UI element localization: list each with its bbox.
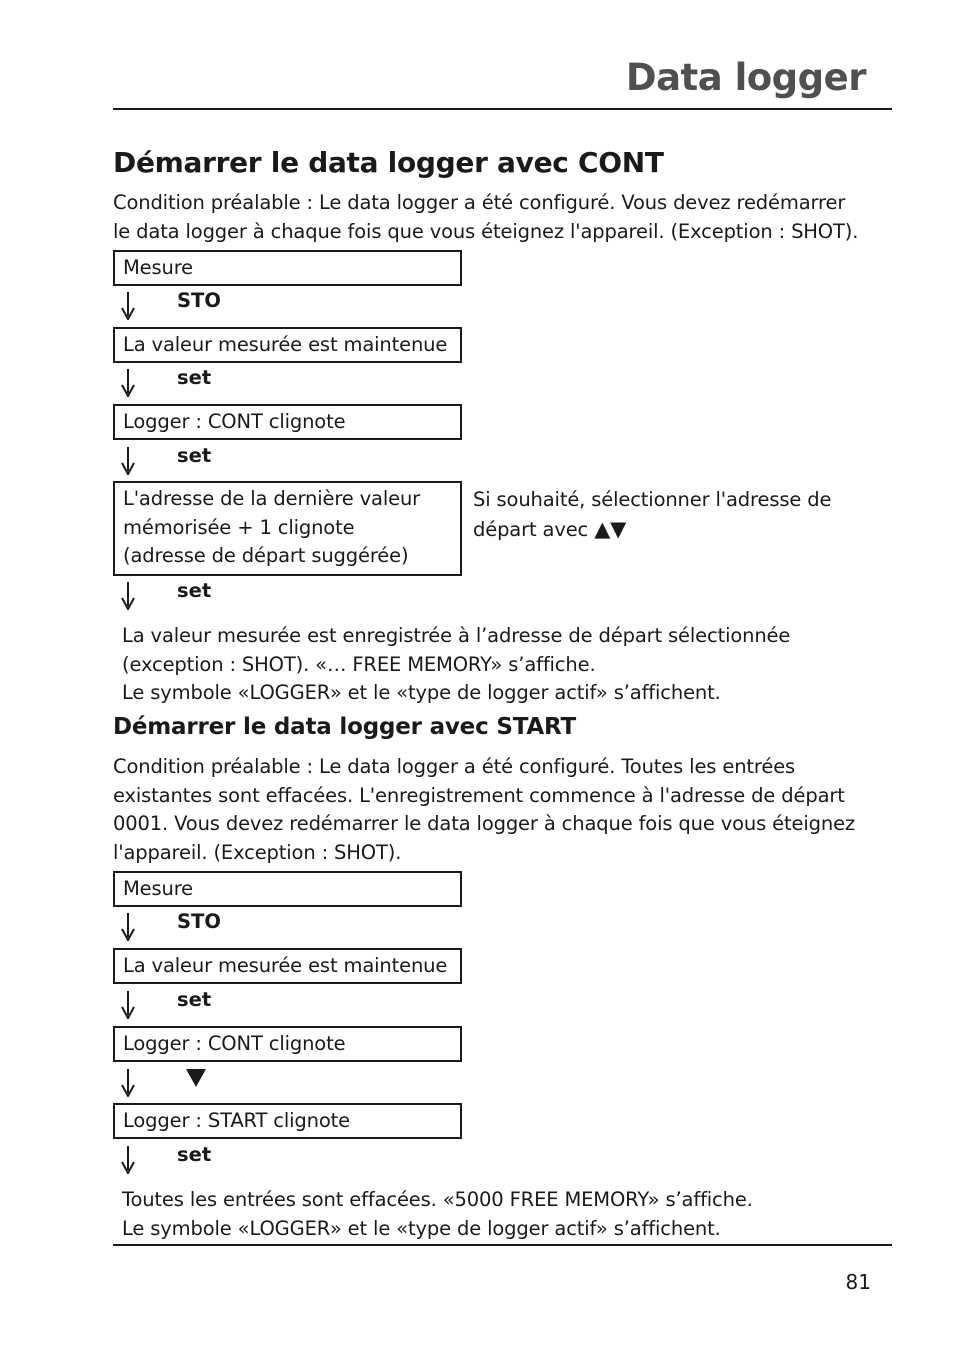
step-box-mesure [113, 871, 462, 907]
down-arrow-icon [120, 1146, 136, 1174]
down-arrow-icon [120, 913, 136, 941]
down-arrow-icon [120, 991, 136, 1019]
section-title-start: Démarrer le data logger avec START [113, 714, 576, 740]
page-header-title: Data logger [625, 56, 866, 99]
section-title-cont: Démarrer le data logger avec CONT [113, 146, 664, 179]
step-box-text: Mesure [123, 256, 194, 279]
down-arrow-icon [120, 1069, 136, 1097]
result-line: Toutes les entrées sont effacées. «5000 FREE MEMORY» s’affiche. [122, 1188, 753, 1211]
step-box-text: Mesure [123, 877, 194, 900]
intro-line: Condition préalable : Le data logger a été configuré. Vous devez redémarrer [113, 191, 846, 214]
header-rule [113, 108, 892, 110]
side-note-text: départ avec [473, 517, 589, 541]
key-label-sto: STO [177, 289, 221, 312]
step-box-valeur-maintenue [113, 948, 462, 984]
side-note-line [473, 515, 893, 545]
down-triangle-icon [186, 1069, 206, 1087]
step-box-valeur-maintenue [113, 327, 462, 363]
key-label-set: set [177, 1143, 212, 1166]
step-box-text: Logger : CONT clignote [123, 1032, 346, 1055]
intro-line: Condition préalable : Le data logger a été configuré. Toutes les entrées [113, 755, 796, 778]
footer-rule [113, 1244, 892, 1246]
result-line: Le symbole «LOGGER» et le «type de logger actif» s’affichent. [122, 1216, 721, 1240]
step-box-cont-clignote [113, 404, 462, 440]
down-arrow-icon [120, 292, 136, 320]
step-box-text: La valeur mesurée est maintenue [123, 954, 448, 977]
section-cont-intro [113, 189, 903, 246]
step-box-text: L'adresse de la dernière valeur [123, 487, 421, 510]
down-arrow-icon [120, 369, 136, 397]
key-label-sto: STO [177, 910, 221, 933]
key-label-set: set [177, 444, 212, 467]
step-box-start-clignote [113, 1103, 462, 1139]
intro-line: le data logger à chaque fois que vous éteignez l'appareil. (Exception : SHOT). [113, 219, 859, 243]
step-box-cont-clignote [113, 1026, 462, 1062]
result-line: (exception : SHOT). «… FREE MEMORY» s’affiche. [122, 652, 596, 676]
step-box-text: mémorisée + 1 clignote [123, 515, 355, 539]
result-line: Le symbole «LOGGER» et le «type de logger actif» s’affichent. [122, 681, 721, 705]
key-label-set: set [177, 988, 212, 1011]
down-arrow-icon [120, 582, 136, 610]
section-start-result [122, 1186, 912, 1243]
intro-line: l'appareil. (Exception : SHOT). [113, 841, 402, 865]
step-box-text: Logger : START clignote [123, 1109, 350, 1132]
section-start-intro [113, 753, 903, 868]
intro-line: existantes sont effacées. L'enregistrement commence à l'adresse de départ [113, 783, 845, 807]
down-arrow-icon [120, 447, 136, 475]
result-line: La valeur mesurée est enregistrée à l’adresse de départ sélectionnée [122, 624, 791, 647]
up-down-arrows-icon: ▲▼ [594, 516, 627, 541]
section-cont-result [122, 622, 912, 708]
step-box-mesure [113, 250, 462, 286]
intro-line: 0001. Vous devez redémarrer le data logger à chaque fois que vous éteignez [113, 812, 856, 836]
key-label-set: set [177, 579, 212, 602]
step-box-text: (adresse de départ suggérée) [123, 544, 409, 568]
side-note-line: Si souhaité, sélectionner l'adresse de [473, 488, 832, 511]
key-label-set: set [177, 366, 212, 389]
step-box-text: Logger : CONT clignote [123, 410, 346, 433]
step-box-text: La valeur mesurée est maintenue [123, 333, 448, 356]
side-note-start-address [473, 486, 893, 544]
step-box-adresse-depart [113, 481, 462, 576]
page-number: 81 [845, 1270, 871, 1294]
